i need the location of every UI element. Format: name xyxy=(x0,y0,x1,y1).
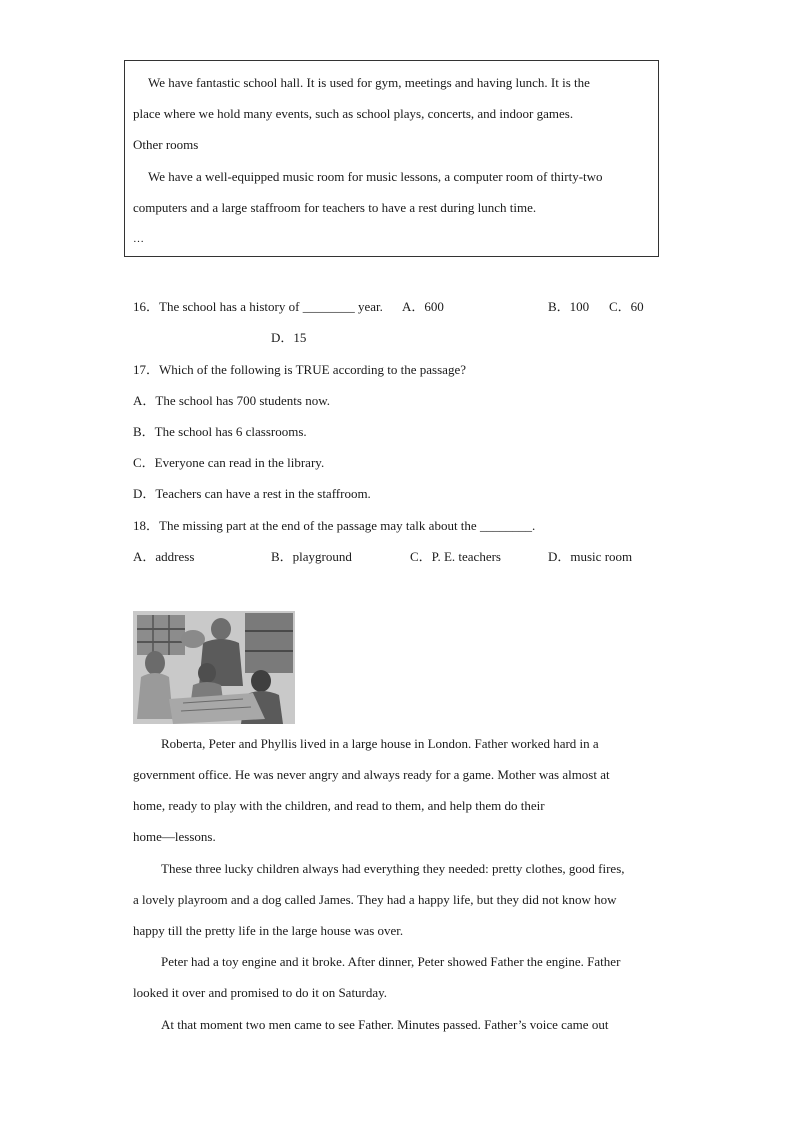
question-17-option-b[interactable]: B．The school has 6 classrooms. xyxy=(133,424,307,439)
question-17-option-c[interactable]: C．Everyone can read in the library. xyxy=(133,455,325,470)
story-line: At that moment two men came to see Father. Minutes passed. Father’s voice came out xyxy=(161,1017,609,1032)
passage-line: We have fantastic school hall. It is used for gym, meetings and having lunch. It is the xyxy=(148,75,590,90)
question-16-option-c[interactable]: C．60 xyxy=(609,299,644,314)
passage-line: computers and a large staffroom for teachers to have a rest during lunch time. xyxy=(133,200,537,215)
story-line: happy till the pretty life in the large house was over. xyxy=(133,923,404,938)
story-illustration xyxy=(133,611,295,724)
question-18-option-d[interactable]: D．music room xyxy=(548,549,633,564)
question-18-stem: 18．The missing part at the end of the passage may talk about the ________. xyxy=(133,518,536,533)
story-line: a lovely playroom and a dog called James. They had a happy life, but they did not know how xyxy=(133,892,617,907)
passage-line: We have a well-equipped music room for music lessons, a computer room of thirty-two xyxy=(148,169,603,184)
story-line: Peter had a toy engine and it broke. After dinner, Peter showed Father the engine. Father xyxy=(161,954,621,969)
question-16-option-d[interactable]: D．15 xyxy=(271,330,307,345)
question-16-option-a[interactable]: A．600 xyxy=(402,299,444,314)
question-16-option-b[interactable]: B．100 xyxy=(548,299,590,314)
question-18-option-a[interactable]: A．address xyxy=(133,549,195,564)
question-18-option-c[interactable]: C．P. E. teachers xyxy=(410,549,501,564)
story-line: These three lucky children always had everything they needed: pretty clothes, good fires, xyxy=(161,861,625,876)
question-17-option-d[interactable]: D．Teachers can have a rest in the staffroom. xyxy=(133,486,371,501)
question-18-option-b[interactable]: B．playground xyxy=(271,549,352,564)
story-line: looked it over and promised to do it on Saturday. xyxy=(133,985,388,1000)
question-16-stem: 16．The school has a history of ________ year. xyxy=(133,299,383,314)
section-heading-other-rooms: Other rooms xyxy=(133,137,199,152)
passage-ellipsis: … xyxy=(133,233,144,245)
passage-line: place where we hold many events, such as school plays, concerts, and indoor games. xyxy=(133,106,574,121)
story-line: government office. He was never angry and always ready for a game. Mother was almost at xyxy=(133,767,610,782)
story-line: home—lessons. xyxy=(133,829,216,844)
question-17-stem: 17．Which of the following is TRUE according to the passage? xyxy=(133,362,466,377)
question-17-option-a[interactable]: A．The school has 700 students now. xyxy=(133,393,331,408)
story-line: home, ready to play with the children, and read to them, and help them do their xyxy=(133,798,545,813)
story-line: Roberta, Peter and Phyllis lived in a large house in London. Father worked hard in a xyxy=(161,736,599,751)
